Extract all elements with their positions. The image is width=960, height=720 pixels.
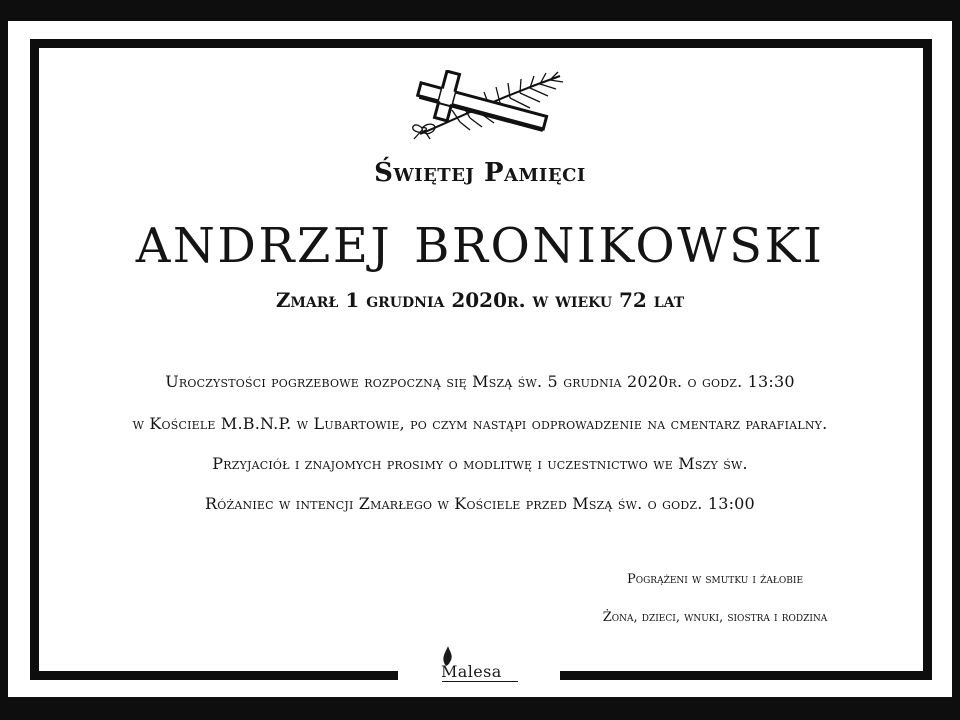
deceased-name bbox=[0, 218, 960, 274]
death-date-line: Zmarł 1 grudnia 2020r. w wieku 72 lat bbox=[275, 288, 685, 312]
church-location-line: w Kościele M.B.N.P. w Lubartowie, po czym nastąpi odprowadzenie na cmentarz parafialny. bbox=[132, 414, 828, 433]
invitation-line: Przyjaciół i znajomych prosimy o modlitwę i uczestnictwo we Mszy św. bbox=[212, 454, 748, 473]
page-title: Świętej Pamięci bbox=[374, 158, 586, 188]
rosary-line: Różaniec w intencji Zmarłego w Kościele przed Mszą św. o godz. 13:00 bbox=[205, 494, 755, 513]
cross-with-palm-icon bbox=[400, 70, 570, 140]
last-name: BRONIKOWSKI bbox=[414, 218, 825, 274]
first-name: ANDRZEJ bbox=[135, 218, 393, 274]
family-line: Żona, dzieci, wnuki, siostra i rodzina bbox=[602, 610, 828, 625]
brand-underline bbox=[442, 681, 518, 682]
mourning-line: Pogrążeni w smutku i żałobie bbox=[626, 572, 804, 587]
funeral-mass-line: Uroczystości pogrzebowe rozpoczną się Mszą św. 5 grudnia 2020r. o godz. 13:30 bbox=[165, 372, 795, 391]
brand-logo: Malesa bbox=[441, 662, 502, 681]
